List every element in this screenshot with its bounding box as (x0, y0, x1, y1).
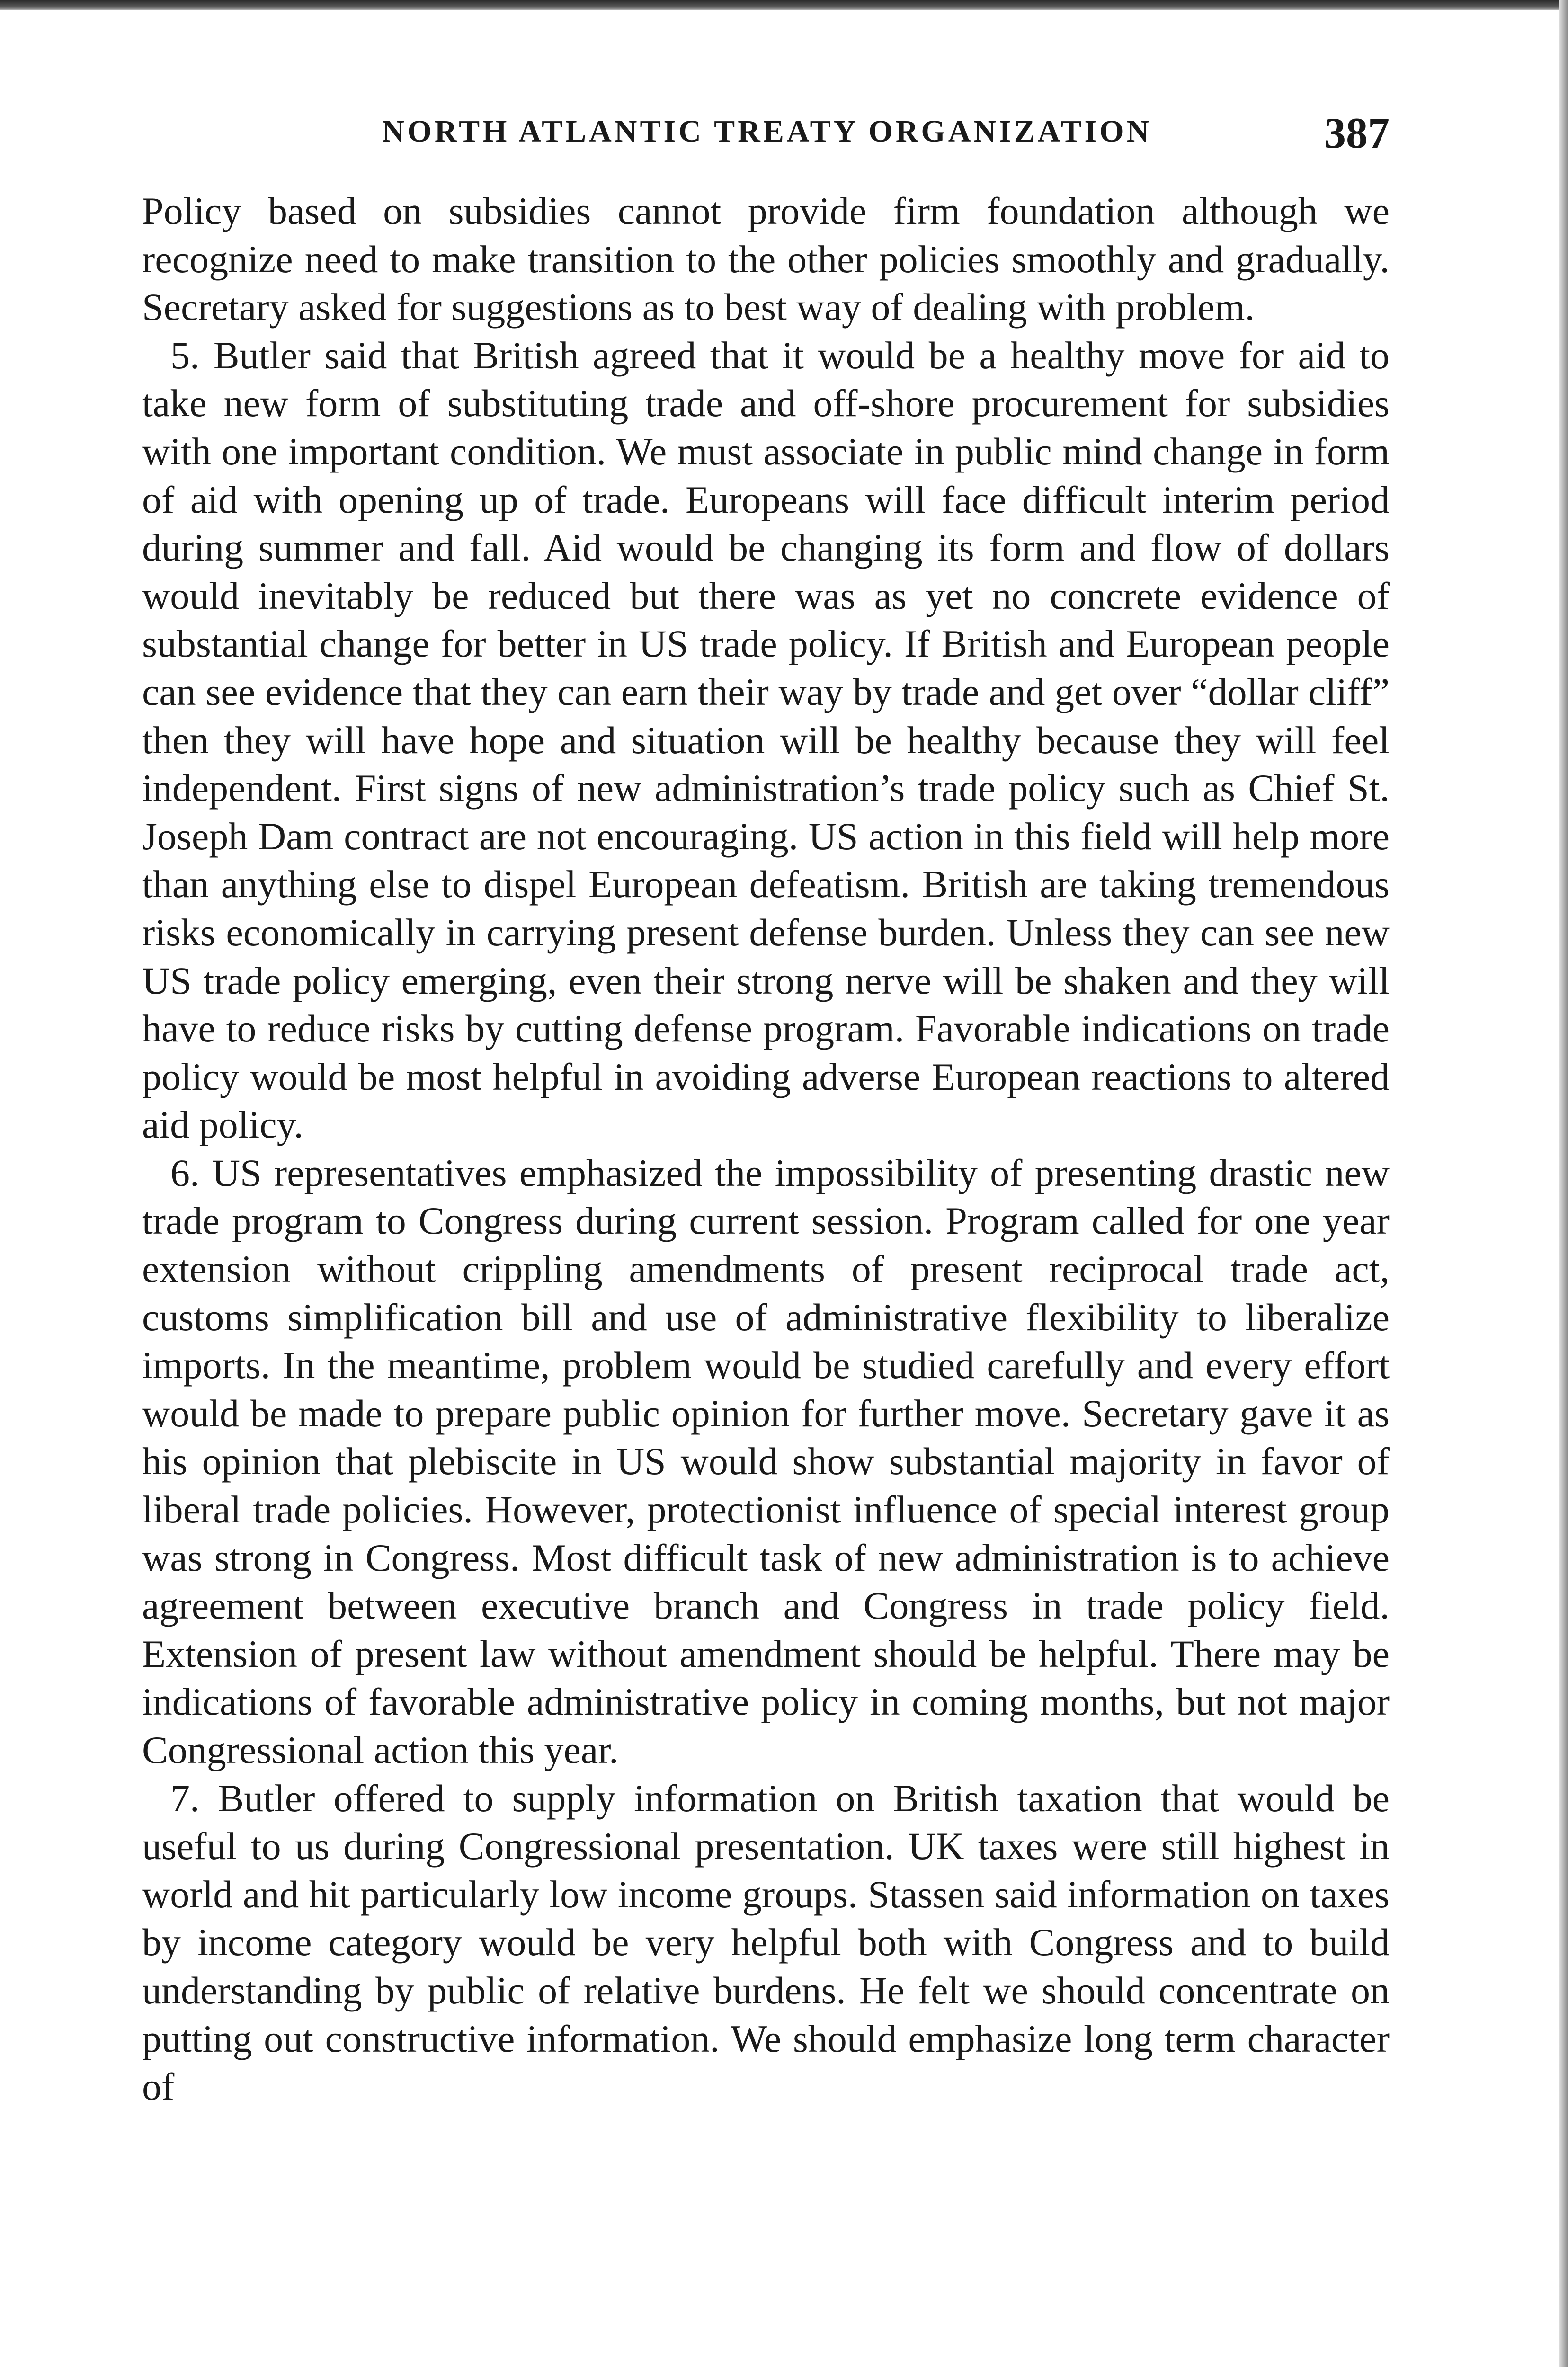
body-text (142, 187, 1390, 2111)
running-title: NORTH ATLANTIC TREATY ORGANIZATION (382, 114, 1152, 149)
page-number: 387 (1324, 109, 1390, 157)
paragraph-5: 5. Butler said that British agreed that it would be a healthy move for aid to take new form of substituting trade and off-shore procurement for subsidies with one important condition. We must associate in public mind change in form of aid with opening up of trade. Europeans will face difficult interim period during summer and fall. Aid would be changing its form and flow of dollars would inevitably be reduced but there was as yet no concrete evidence of substantial change for better in US trade policy. If British and European people can see evidence that they can earn their way by trade and get over “dollar cliff” then they will have hope and situation will be healthy because they will feel independent. First signs of new administration’s trade policy such as Chief St. Joseph Dam contract are not encouraging. US action in this field will help more than anything else to dispel European defeatism. British are taking tremendous risks economically in carrying present defense burden. Unless they can see new US trade policy emerging, even their strong nerve will be shaken and they will have to reduce risks by cutting defense program. Favorable indications on trade policy would be most helpful in avoiding adverse European reactions to altered aid policy. (142, 333, 1390, 1147)
paragraph-continuation: Policy based on subsidies cannot provide firm foundation although we recognize need to make transition to the other policies smoothly and gradually. Secretary asked for suggestions as to best way of dealing with problem. (142, 189, 1390, 329)
page-edge-shadow (1559, 0, 1568, 2367)
paragraph-6: 6. US representatives emphasized the impossibility of presenting drastic new trade program to Congress during current session. Program called for one year extension without crippling amendments of present reciprocal trade act, customs simplification bill and use of administrative flexibility to liberalize imports. In the meantime, problem would be studied carefully and every effort would be made to prepare public opinion for further move. Secretary gave it as his opinion that plebiscite in US would show substantial majority in favor of liberal trade policies. However, protectionist influence of special interest group was strong in Congress. Most difficult task of new administration is to achieve agreement between executive branch and Congress in trade policy field. Extension of present law without amendment should be helpful. There may be indications of favorable administrative policy in coming months, but not major Congressional action this year. (142, 1151, 1390, 1771)
paragraph-7: 7. Butler offered to supply information on British taxation that would be useful to us during Congressional presentation. UK taxes were still highest in world and hit particularly low income groups. Stassen said information on taxes by income category would be very helpful both with Congress and to build understanding by public of relative burdens. He felt we should concentrate on putting out constructive information. We should emphasize long term character of (142, 1776, 1390, 2109)
page-header (144, 108, 1390, 160)
top-edge-rule (0, 0, 1568, 10)
